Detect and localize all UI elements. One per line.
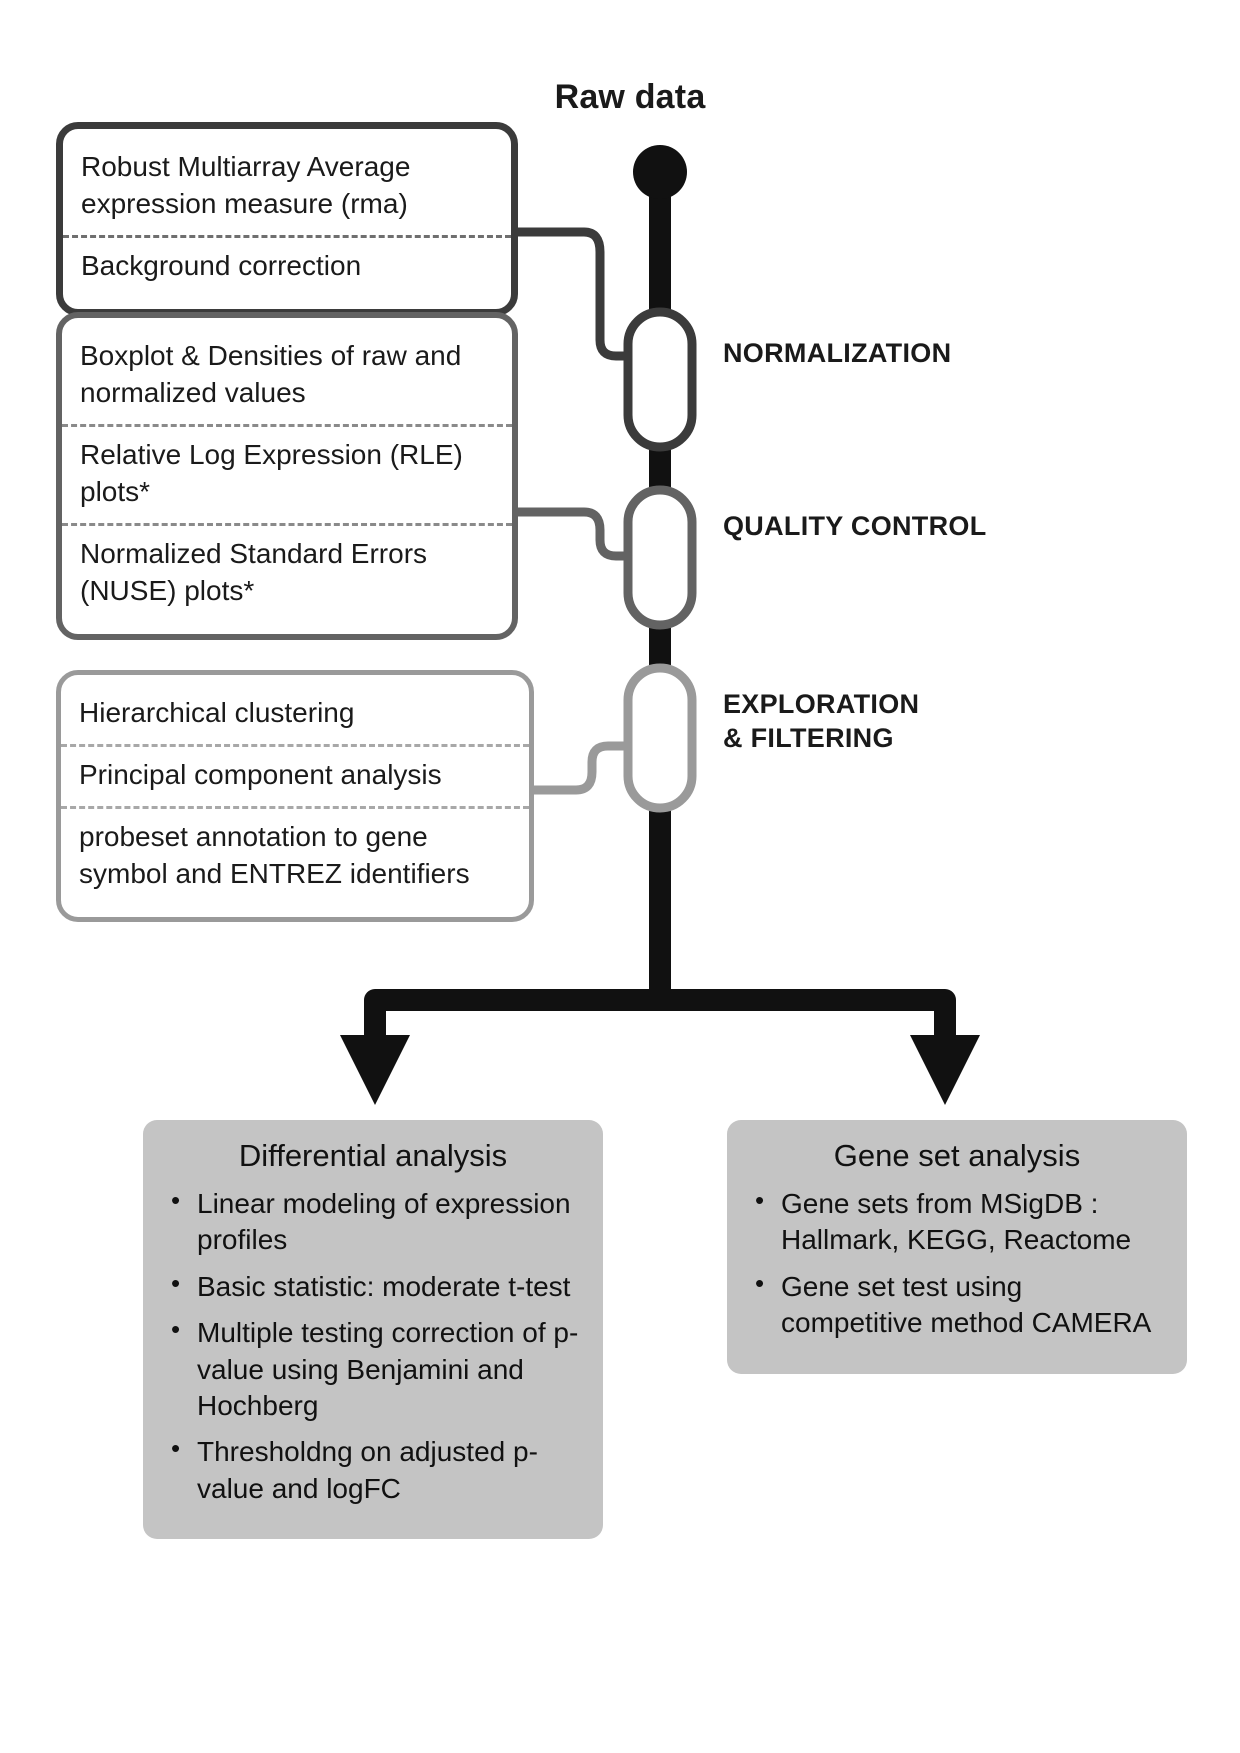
list-item: • Linear modeling of expression profiles xyxy=(167,1186,585,1259)
page-title: Raw data xyxy=(554,78,706,116)
list-item: • Gene sets from MSigDB : Hallmark, KEGG, Reactome xyxy=(751,1186,1169,1259)
panel-row: Boxplot & Densities of raw and normalized values xyxy=(80,340,462,408)
connector-normalization xyxy=(518,232,628,356)
card-item-list xyxy=(161,1186,585,1507)
panel-quality-control xyxy=(56,312,518,640)
card-title: Differential analysis xyxy=(238,1138,508,1173)
arrow-head-right-icon xyxy=(910,1035,980,1105)
stage-capsule-normalization xyxy=(628,312,692,447)
list-item: • Basic statistic: moderate t-test xyxy=(167,1269,585,1305)
card-title: Gene set analysis xyxy=(833,1138,1081,1173)
list-item: • Gene set test using competitive method CAMERA xyxy=(751,1269,1169,1342)
card-gene-set-analysis xyxy=(727,1120,1187,1374)
panel-row: Normalized Standard Errors (NUSE) plots* xyxy=(62,523,512,622)
list-item: • Multiple testing correction of p-value using Benjamini and Hochberg xyxy=(167,1315,585,1424)
panel-row: Robust Multiarray Average expression measure (rma) xyxy=(81,151,411,219)
panel-normalization xyxy=(56,122,518,316)
stage-label-exploration-filtering xyxy=(723,688,919,756)
panel-row: Hierarchical clustering xyxy=(79,697,355,728)
card-differential-analysis xyxy=(143,1120,603,1539)
arrow-head-left-icon xyxy=(340,1035,410,1105)
connector-exploration xyxy=(534,746,628,790)
stage-label-exploration-line1: EXPLORATION xyxy=(723,689,920,719)
panel-row: Relative Log Expression (RLE) plots* xyxy=(62,424,512,523)
list-item: • Thresholdng on adjusted p-value and logFC xyxy=(167,1434,585,1507)
stage-label-quality-control: QUALITY CONTROL xyxy=(723,511,987,541)
connector-quality-control xyxy=(518,512,628,556)
stage-capsule-quality-control xyxy=(628,490,692,625)
panel-row: Background correction xyxy=(63,235,511,297)
stage-label-normalization: NORMALIZATION xyxy=(723,338,952,368)
stage-label-exploration-line2: & FILTERING xyxy=(723,722,894,753)
panel-exploration-filtering xyxy=(56,670,534,922)
panel-row: Principal component analysis xyxy=(61,744,529,806)
start-node-icon xyxy=(633,145,687,199)
panel-row: probeset annotation to gene symbol and ENTREZ identifiers xyxy=(61,806,529,905)
stage-capsule-exploration xyxy=(628,668,692,808)
card-item-list xyxy=(745,1186,1169,1342)
